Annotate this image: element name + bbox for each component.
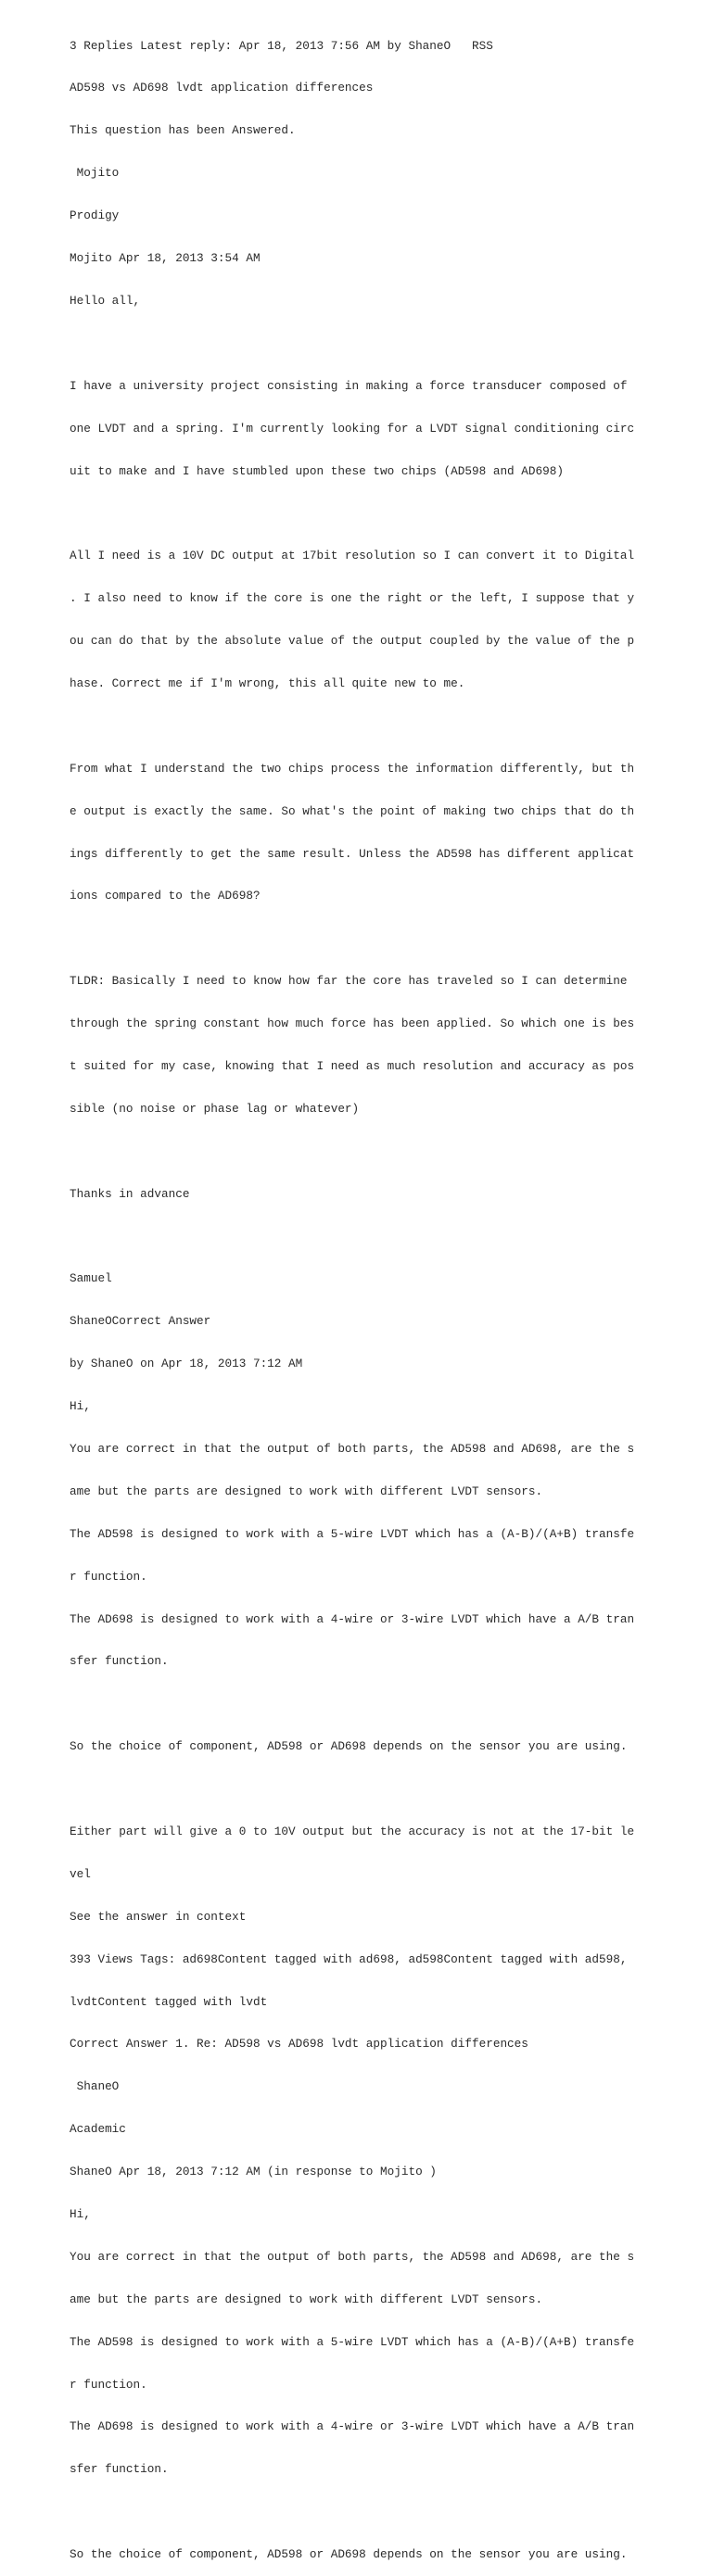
reply-text-line: So the choice of component, AD598 or AD698 depends on the sensor you are using. xyxy=(70,2547,628,2562)
reply-author-rank: Academic xyxy=(70,2122,126,2137)
answer-text-line: Either part will give a 0 to 10V output but the accuracy is not at the 17-bit le xyxy=(70,1825,635,1838)
blank-line xyxy=(70,336,709,350)
answer-text-line: sfer function. xyxy=(70,1654,169,1669)
reply-text-line: You are correct in that the output of both parts, the AD598 and AD698, are the s xyxy=(70,2249,635,2264)
post-text-line: ions compared to the AD698? xyxy=(70,889,261,903)
blank-line xyxy=(70,1697,709,1711)
post-text-line: hase. Correct me if I'm wrong, this all quite new to me. xyxy=(70,676,465,690)
answer-text-line: The AD698 is designed to work with a 4-wire or 3-wire LVDT which have a A/B tran xyxy=(70,1611,635,1626)
reply-text-line: Hi, xyxy=(70,2207,91,2222)
post-text-line: ings differently to get the same result. Unless the AD598 has different applicat xyxy=(70,846,635,861)
thread-meta-line: 3 Replies Latest reply: Apr 18, 2013 7:56 AM by ShaneO RSS xyxy=(70,38,493,53)
correct-answer-label: ShaneOCorrect Answer xyxy=(70,1314,211,1329)
post-text-line: ou can do that by the absolute value of the output coupled by the value of the p xyxy=(70,634,635,649)
blank-line xyxy=(70,931,709,945)
post-text-line: Hello all, xyxy=(70,293,141,308)
answered-status: This question has been Answered. xyxy=(70,123,296,138)
reply-text-line: The AD698 is designed to work with a 4-wire or 3-wire LVDT which have a A/B tran xyxy=(70,2419,635,2434)
reply-text-line: The AD598 is designed to work with a 5-wire LVDT which has a (A-B)/(A+B) transfe xyxy=(70,2334,635,2349)
author-name: Mojito xyxy=(70,166,120,181)
answer-text-line: You are correct in that the output of both parts, the AD598 and AD698, are the s xyxy=(70,1441,635,1456)
author-rank: Prodigy xyxy=(70,208,120,223)
reply-text-line: sfer function. xyxy=(70,2462,169,2477)
blank-line xyxy=(70,506,709,520)
reply-byline: ShaneO Apr 18, 2013 7:12 AM (in response to Mojito ) xyxy=(70,2165,437,2179)
answer-text-line: vel xyxy=(70,1866,91,1881)
answer-text-line: So the choice of component, AD598 or AD698 depends on the sensor you are using. xyxy=(70,1739,628,1754)
post-text-line: All I need is a 10V DC output at 17bit resolution so I can convert it to Digital xyxy=(70,549,635,563)
post-text-line: through the spring constant how much force has been applied. So which one is bes xyxy=(70,1017,635,1031)
post-text-line: TLDR: Basically I need to know how far the core has traveled so I can determine xyxy=(70,974,628,989)
post-text-line: I have a university project consisting in making a force transducer composed of xyxy=(70,378,628,393)
reply-author-name: ShaneO xyxy=(70,2079,120,2094)
post-text-line: . I also need to know if the core is one the right or the left, I suppose that y xyxy=(70,591,635,606)
post-text-line: sible (no noise or phase lag or whatever) xyxy=(70,1101,360,1116)
blank-line xyxy=(70,1230,709,1244)
answer-text-line: The AD598 is designed to work with a 5-wire LVDT which has a (A-B)/(A+B) transfe xyxy=(70,1526,635,1541)
answer-text-line: r function. xyxy=(70,1569,147,1584)
post-text-line: uit to make and I have stumbled upon these two chips (AD598 and AD698) xyxy=(70,463,564,478)
answer-text-line: ame but the parts are designed to work with different LVDT sensors. xyxy=(70,1484,543,1498)
views-tags-line: 393 Views Tags: ad698Content tagged with ad698, ad598Content tagged with ad598, xyxy=(70,1951,628,1966)
reply-text-line: ame but the parts are designed to work with different LVDT sensors. xyxy=(70,2292,543,2306)
post-text-line: t suited for my case, knowing that I need as much resolution and accuracy as pos xyxy=(70,1058,635,1073)
answer-byline: by ShaneO on Apr 18, 2013 7:12 AM xyxy=(70,1357,303,1371)
post-signature: Samuel xyxy=(70,1271,112,1286)
reply-title: Correct Answer 1. Re: AD598 vs AD698 lvdt application differences xyxy=(70,2037,528,2052)
post-byline: Mojito Apr 18, 2013 3:54 AM xyxy=(70,251,261,266)
views-tags-line: lvdtContent tagged with lvdt xyxy=(70,1994,268,2009)
answer-text-line: Hi, xyxy=(70,1399,91,1414)
blank-line xyxy=(70,719,709,733)
thread-title: AD598 vs AD698 lvdt application differences xyxy=(70,81,374,95)
blank-line xyxy=(70,2505,709,2519)
answer-in-context-link[interactable]: See the answer in context xyxy=(70,1909,247,1924)
forum-thread-text xyxy=(70,10,709,2576)
reply-text-line: r function. xyxy=(70,2377,147,2392)
post-text-line: Thanks in advance xyxy=(70,1186,190,1201)
blank-line xyxy=(70,1144,709,1158)
blank-line xyxy=(70,1782,709,1796)
post-text-line: one LVDT and a spring. I'm currently looking for a LVDT signal conditioning circ xyxy=(70,421,635,436)
post-text-line: e output is exactly the same. So what's the point of making two chips that do th xyxy=(70,803,635,818)
post-text-line: From what I understand the two chips process the information differently, but th xyxy=(70,761,635,776)
